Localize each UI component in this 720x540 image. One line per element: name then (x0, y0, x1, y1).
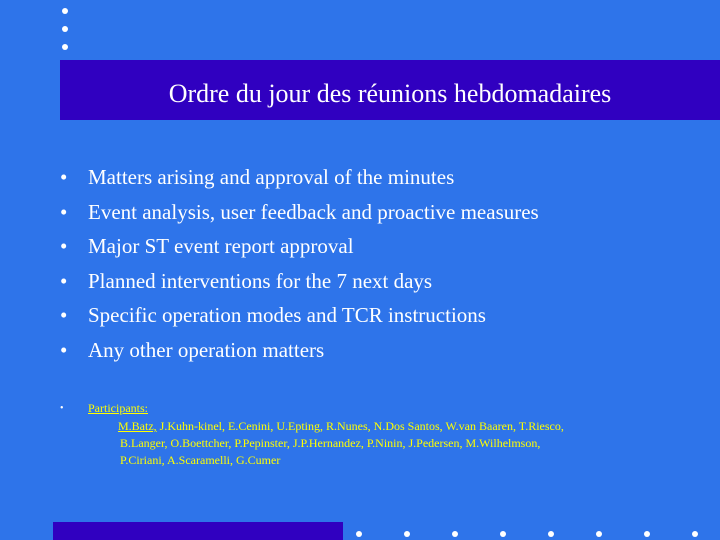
participants-line (118, 452, 718, 469)
agenda-item-text: Specific operation modes and TCR instructions (88, 303, 486, 327)
participants-line (118, 435, 718, 452)
bullet-icon: • (60, 303, 68, 327)
participants-lead-name: M.Batz, (118, 419, 157, 433)
agenda-item-text: Event analysis, user feedback and proactive measures (88, 199, 539, 224)
agenda-item (60, 298, 539, 333)
decorative-dot (62, 8, 68, 14)
participants-label: Participants: (88, 401, 148, 415)
agenda-list (60, 160, 539, 367)
decorative-dot (404, 531, 410, 537)
participants-names (118, 418, 718, 469)
bullet-icon: • (60, 165, 68, 189)
bullet-icon: • (60, 234, 68, 258)
agenda-item-text: Major ST event report approval (88, 234, 354, 258)
agenda-item (60, 264, 539, 299)
agenda-item (60, 333, 539, 368)
title-band (60, 60, 720, 120)
decorative-dot (596, 531, 602, 537)
decorative-dot (452, 531, 458, 537)
decorative-dot (644, 531, 650, 537)
decorative-dot (62, 44, 68, 50)
slide-title: Ordre du jour des réunions hebdomadaires (168, 79, 612, 108)
participants-line-text: J.Kuhn-kinel, E.Cenini, U.Epting, R.Nunes, N.Dos Santos, W.van Baaren, T.Riesco, (156, 419, 564, 433)
participants-line (118, 418, 718, 435)
agenda-item-text: Planned interventions for the 7 next days (88, 268, 433, 293)
decorative-dot (356, 531, 362, 537)
bullet-icon: • (60, 268, 68, 293)
agenda-item-text: Matters arising and approval of the minutes (88, 165, 455, 189)
bullet-icon: • (60, 199, 68, 224)
decorative-dot (692, 531, 698, 537)
decorative-dot (500, 531, 506, 537)
agenda-item-text: Any other operation matters (88, 337, 325, 362)
decorative-dot (548, 531, 554, 537)
agenda-item (60, 229, 539, 264)
bullet-icon: • (60, 337, 68, 362)
bullet-icon: • (60, 403, 64, 414)
agenda-item (60, 195, 539, 230)
bottom-band (53, 522, 343, 540)
decorative-dot (62, 26, 68, 32)
agenda-item (60, 160, 539, 195)
participants-line-text: P.Ciriani, A.Scaramelli, G.Cumer (120, 453, 281, 467)
participants-line-text: B.Langer, O.Boettcher, P.Pepinster, J.P.Hernandez, P.Ninin, J.Pedersen, M.Wilhelmson, (120, 436, 541, 450)
